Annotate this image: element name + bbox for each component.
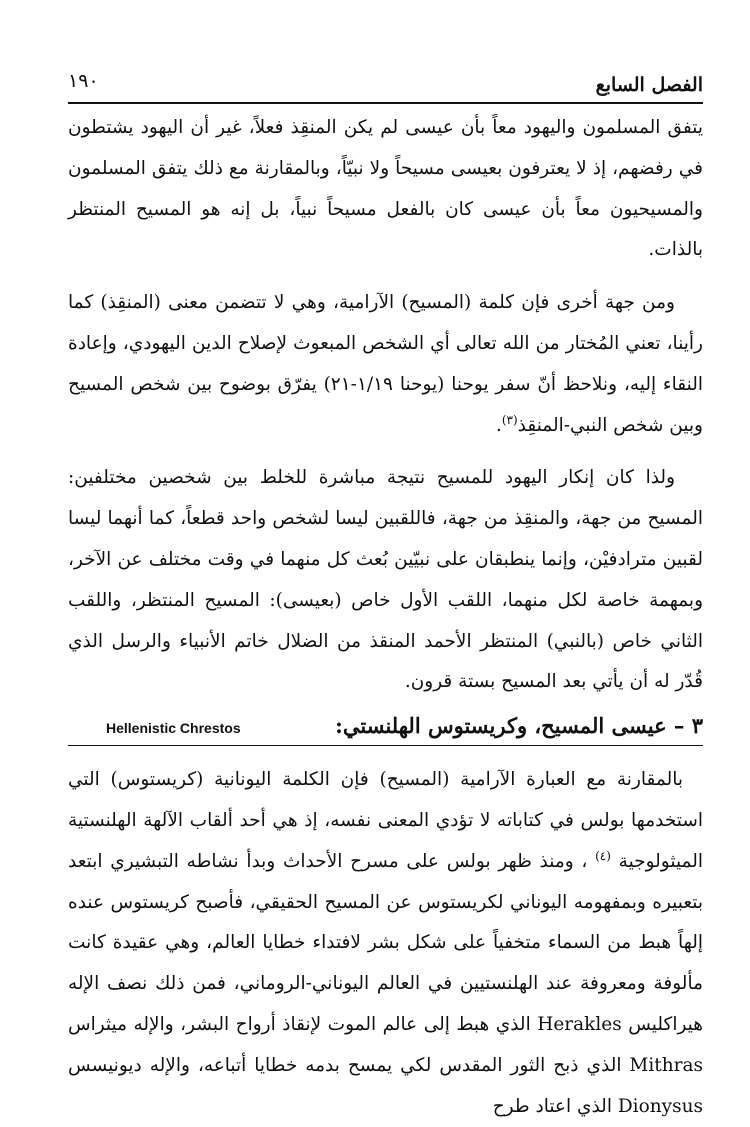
page-header (68, 62, 703, 104)
paragraph-2 (68, 283, 703, 446)
paragraph-4 (68, 760, 703, 1127)
paragraph-1: يتفق المسلمون واليهود معاً بأن عيسى لم يكن المنقِذ فعلاً، غير أن اليهود يشتطون في رفضهم، إذ لا يعترفون بعيسى مسيحاً ولا نبيّاً، وبالمقارنة مع ذلك يتفق المسلمون والمسيحيون معاً بأن عيسى كان بالفعل مسيحاً نبياً، بل إنه هو المسيح المنتظر بالذات. (68, 117, 703, 261)
paragraph-2-text: ومن جهة أخرى فإن كلمة (المسيح) الآرامية، وهي لا تتضمن معنى (المنقِذ) كما رأينا، تعني المُختار من الله تعالى أي الشخص المبعوث لإصلاح الدين اليهودي، وإعادة النقاء إليه، ونلاحظ أنّ سفر يوحنا (يوحنا ١/١٩-٢١) يفرّق بوضوح بين شخص المسيح وبين شخص النبي-المنقِذ (68, 292, 703, 436)
section-heading (68, 711, 703, 746)
page-number: ١٩٠ (68, 70, 99, 92)
chapter-title: الفصل السابع (595, 74, 703, 96)
section-title-english: Hellenistic Chrestos (106, 720, 241, 737)
paragraph-3: ولذا كان إنكار اليهود للمسيح نتيجة مباشرة للخلط بين شخصين مختلفين: المسيح من جهة، والمنقِذ من جهة، فاللقبين ليسا لشخص واحد قطعاً، كما أنهما ليسا لقبين مترادفيْن، وإنما ينطبقان على نبيّين بُعث كل منهما في وقت مختلف عن الآخر، وبمهمة خاصة لكل منهما، اللقب الأول خاص (بعيسى): المسيح المنتظر، واللقب الثاني خاص (بالنبي) المنتظر الأحمد المنقذ من الضلال خاتم الأنبياء والرسل الذي قُدّر له أن يأتي بعد المسيح بستة قرون. (68, 467, 703, 693)
footnote-ref-4: (٤) (595, 848, 611, 863)
book-page (68, 62, 703, 1127)
paragraph-2-end: . (495, 414, 502, 436)
paragraph-4-part2: ، ومنذ ظهر بولس على مسرح الأحداث وبدأ نشاطه التبشيري ابتعد بتعبيره وبمفهومه اليوناني لكريستوس عن المسيح الحقيقي، فأصبح كريستوس عنده إلهاً هبط من السماء متخفياً على شكل بشر لافتداء خطايا العالم، وهي عقيدة كانت مألوفة ومعروفة عند الهلنستيين في العالم اليوناني-الروماني، فمن ذلك نصف الإله هيراكليس Herakles الذي هبط إلى عالم الموت لإنقاذ أرواح البشر، والإله ميثراس Mithras الذي ذبح الثور المقدس لكي يمسح بدمه خطايا أتباعه، والإله ديونيسس Dionysus الذي اعتاد طرح (68, 850, 704, 1117)
footnote-ref-3: (٣) (501, 412, 518, 427)
paragraph-4-part1: بالمقارنة مع العبارة الآرامية (المسيح) فإن الكلمة اليونانية (كريستوس) التي استخدمها بولس في كتاباته لا تؤدي المعنى نفسه، إذ هي أحد ألقاب الآلهة الهلنستية الميثولوجية (68, 769, 703, 872)
section-title-arabic: ٣ – عيسى المسيح، وكريستوس الهلنستي: (335, 713, 703, 739)
